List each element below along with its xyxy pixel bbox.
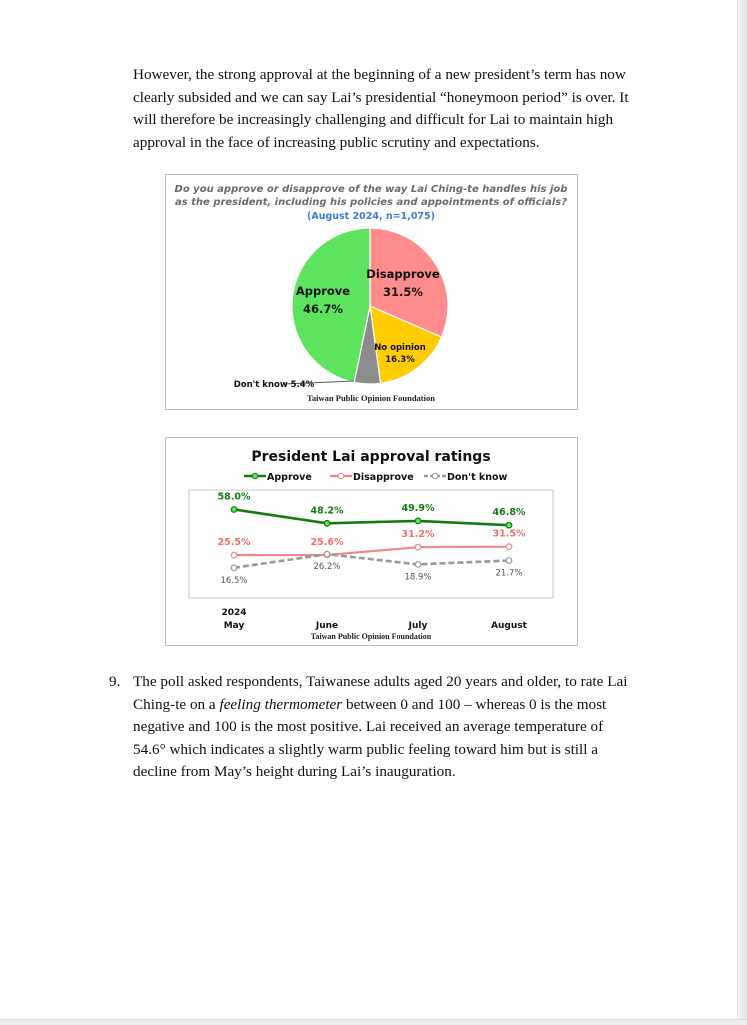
pie-chart	[166, 175, 577, 409]
series-approve-point	[506, 522, 512, 528]
line-chart-title: President Lai approval ratings	[251, 449, 491, 465]
pie-label-no-opinion: No opinion	[374, 343, 426, 353]
series-dont-know-data-label: 16.5%	[220, 575, 248, 586]
legend-dont-know-marker	[432, 473, 438, 479]
series-disapprove-data-label: 31.5%	[492, 528, 526, 540]
series-dont-know-point	[231, 565, 237, 571]
x-tick-label: August	[491, 621, 527, 631]
series-dont-know-line	[234, 554, 509, 568]
pie-value-approve: 46.7%	[303, 302, 343, 316]
series-dont-know-data-label: 26.2%	[313, 562, 341, 573]
series-dont-know-point	[415, 562, 421, 568]
series-approve-data-label: 49.9%	[401, 502, 435, 514]
series-disapprove-point	[231, 552, 237, 558]
x-tick-label: June	[315, 621, 339, 631]
line-chart	[166, 438, 577, 645]
x-tick-label: July	[408, 621, 428, 631]
x-tick-label: May	[223, 621, 245, 631]
approval-line-figure	[165, 437, 578, 646]
paragraph-line: decline from May’s height during Lai’s inauguration.	[133, 763, 456, 780]
series-approve-data-label: 48.2%	[310, 505, 344, 517]
pie-label-approve: Approve	[295, 284, 351, 298]
paragraph-line	[133, 694, 633, 717]
paragraph-honeymoon	[133, 64, 633, 154]
pie-value-no-opinion: 16.3%	[385, 355, 415, 365]
list-item-9	[109, 671, 633, 784]
text-run: Ching-te on a	[133, 695, 220, 713]
paragraph-line: clearly subsided and we can say Lai’s presidential “honeymoon period” is over. It	[133, 88, 629, 106]
text-run: between 0 and 100 – whereas 0 is the most	[342, 695, 607, 713]
legend-dont-know-label: Don't know	[447, 472, 508, 483]
pie-label-dont-know: Don't know 5.4%	[233, 380, 315, 390]
pie-question-line1: Do you approve or disapprove of the way Lai Ching-te handles his job	[174, 184, 568, 195]
list-item-number: 9.	[109, 673, 121, 690]
pie-source: Taiwan Public Opinion Foundation	[307, 393, 435, 403]
series-disapprove-point	[506, 544, 512, 550]
series-disapprove-data-label: 25.5%	[217, 537, 251, 549]
series-disapprove-data-label: 25.6%	[310, 537, 344, 548]
series-approve-point	[231, 507, 237, 513]
series-approve-line	[234, 510, 509, 526]
series-disapprove-point	[415, 544, 421, 550]
paragraph-line: However, the strong approval at the beginning of a new president’s term has now	[133, 66, 626, 83]
series-dont-know-point	[506, 558, 512, 564]
paragraph-line: The poll asked respondents, Taiwanese adults aged 20 years and older, to rate Lai	[133, 673, 628, 690]
legend-approve-label: Approve	[267, 472, 312, 483]
series-approve-point	[415, 518, 421, 524]
series-approve-data-label: 58.0%	[217, 491, 251, 503]
italic-term: feeling thermometer	[219, 695, 343, 713]
pie-sample: (August 2024, n=1,075)	[307, 211, 435, 222]
series-dont-know-data-label: 18.9%	[404, 572, 432, 583]
line-plot	[218, 492, 526, 586]
series-dont-know-point	[324, 551, 330, 557]
legend-disapprove-label: Disapprove	[353, 472, 414, 483]
series-dont-know-data-label: 21.7%	[495, 568, 523, 579]
pie-value-disapprove: 31.5%	[383, 285, 423, 299]
x-axis-labels	[224, 621, 528, 631]
pie-question-line2: as the president, including his policies and appointments of officials?	[174, 197, 568, 208]
year-label: 2024	[221, 608, 247, 618]
series-approve-point	[324, 521, 330, 527]
page-edge-bottom	[0, 1019, 747, 1025]
line-legend	[244, 472, 508, 483]
legend-approve-marker	[252, 473, 258, 479]
line-source: Taiwan Public Opinion Foundation	[310, 632, 432, 641]
series-disapprove-line	[234, 547, 509, 556]
paragraph-line: 54.6° which indicates a slightly warm public feeling toward him but is still a	[133, 740, 598, 758]
page-edge-right	[737, 0, 747, 1024]
paragraph-line: will therefore be increasingly challenging and difficult for Lai to maintain high	[133, 111, 614, 128]
series-approve-data-label: 46.8%	[492, 507, 526, 519]
series-disapprove-data-label: 31.2%	[401, 529, 435, 541]
paragraph-line: negative and 100 is the most positive. Lai received an average temperature of	[133, 718, 604, 735]
pie-label-disapprove: Disapprove	[366, 267, 440, 281]
paragraph-line: approval in the face of increasing public scrutiny and expectations.	[133, 133, 540, 151]
approval-pie-figure	[165, 174, 578, 410]
legend-disapprove-marker	[338, 473, 344, 479]
